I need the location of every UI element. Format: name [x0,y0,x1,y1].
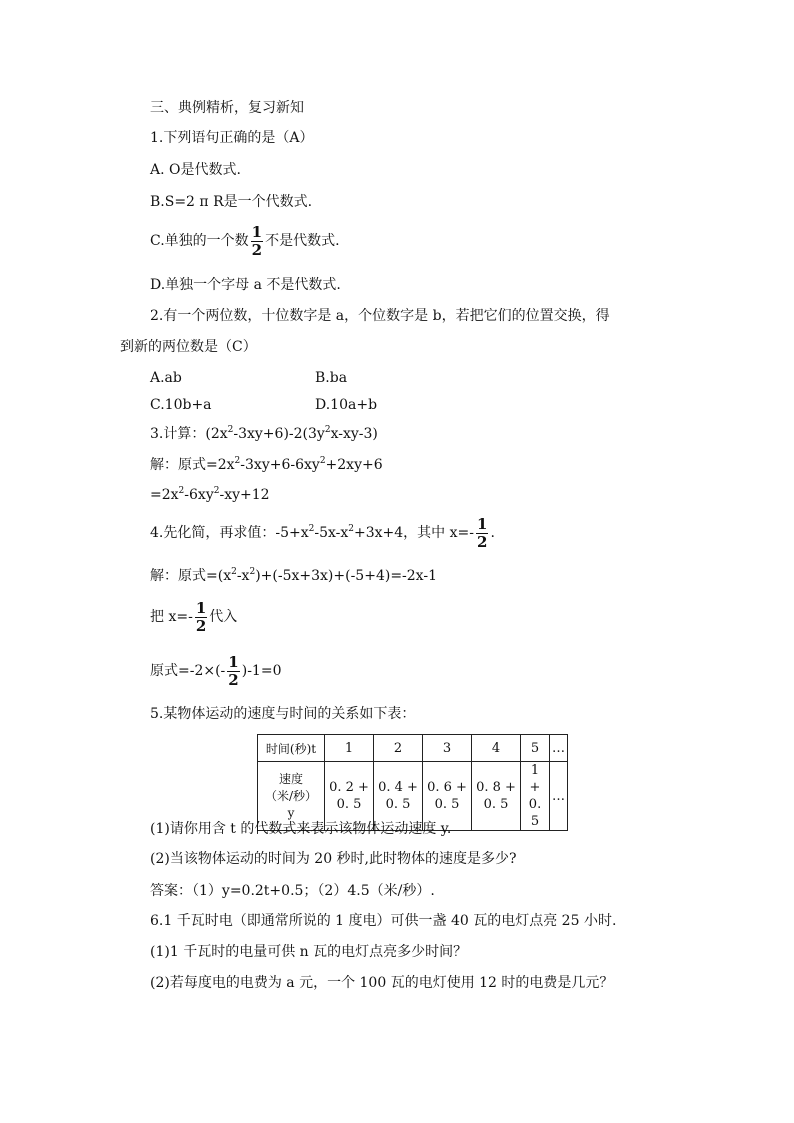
exponent: 2 [249,567,256,577]
q3-solution-text: =2x [150,487,179,503]
q3-solution-line2 [150,485,270,505]
q3-stem-text: 3.计算：(2x [150,426,228,442]
q4-stem-text: -5x-x [314,525,349,541]
q6-part2: (2)若每度电的电费为 a 元，一个 100 瓦的电灯使用 12 时的电费是几元？ [150,975,614,991]
fraction-numerator: 1 [228,652,239,671]
fraction-numerator: 1 [251,222,263,241]
q3-stem-text: -3xy+6)-2(3y [233,426,325,442]
fraction [195,598,207,635]
q3-stem [150,424,378,444]
speed-time-table [257,734,568,831]
fraction-denominator: 2 [195,616,207,635]
table-cell [472,762,521,831]
q4-substitute-text: 代入 [209,609,238,625]
q3-solution-text: -xy+12 [219,487,270,503]
q4-solution [150,566,437,586]
q1-stem: 1.下列语句正确的是（A） [150,130,314,146]
q4-substitute-text: 把 x=- [150,609,193,625]
exponent: 2 [213,486,220,496]
table-cell: 2 [374,735,423,762]
speed-line2: 0. 5 [385,797,411,812]
exponent: 2 [319,456,326,466]
exponent: 2 [324,425,331,435]
table-cell-ellipsis: … [550,762,568,831]
q1-option-c [150,221,340,261]
q2-option-b: B.ba [315,370,348,386]
q4-stem [150,513,495,553]
q1-option-d: D.单独一个字母 a 不是代数式. [150,277,341,293]
q2-option-c: C.10b+a [150,397,212,413]
q5-stem: 5.某物体运动的速度与时间的关系如下表： [150,706,416,722]
exponent: 2 [234,456,241,466]
exponent: 2 [227,425,234,435]
table-header-time: 时间(秒)t [258,735,325,762]
table-cell: 4 [472,735,521,762]
fraction-denominator: 2 [228,670,239,689]
q2-stem-line1: 2.有一个两位数，十位数字是 a，个位数字是 b，若把它们的位置交换，得 [150,308,610,324]
table-row [258,735,568,762]
q6-part1: (1)1 千瓦时的电量可供 n 瓦的电灯点亮多少时间？ [150,944,468,960]
table-header-speed-line1: 速度 [278,771,303,786]
q3-stem-text: x-xy-3) [330,426,378,442]
q4-result-text: 原式=-2×(- [150,663,226,679]
speed-line2: 0. 5 [483,797,509,812]
speed-line1: 0. 8 + [476,780,516,795]
q3-solution-text: -6xy [184,487,214,503]
fraction [227,652,239,689]
speed-line1: 0. 2 + [329,780,369,795]
q6-stem: 6.1 千瓦时电（即通常所说的 1 度电）可供一盏 40 瓦的电灯点亮 25 小时. [150,913,617,929]
q1-option-c-pre: C.单独的一个数 [150,233,249,249]
fraction [251,222,263,259]
q4-solution-text: 解：原式=(x [150,568,232,584]
q1-option-a: A. O是代数式. [150,162,241,178]
section-title: 三、典例精析，复习新知 [150,100,304,116]
speed-line2: 0. 5 [336,797,362,812]
table-cell-ellipsis: … [550,735,568,762]
speed-line2: 0. 5 [528,797,542,829]
table-cell: 3 [423,735,472,762]
fraction-numerator: 1 [195,598,207,617]
fraction [476,514,488,551]
q2-stem-line2: 到新的两位数是（C） [120,339,257,355]
q4-solution-text: -x [236,568,250,584]
q5-part2: (2)当该物体运动的时间为 20 秒时,此时物体的速度是多少? [150,851,517,867]
exponent: 2 [178,486,185,496]
q2-option-a: A.ab [150,370,182,386]
table-cell: 5 [521,735,550,762]
speed-line1: 0. 4 + [378,780,418,795]
q3-solution-line1 [150,455,383,475]
table-cell: 1 [325,735,374,762]
q2-option-d: D.10a+b [315,397,378,413]
exponent: 2 [231,567,237,577]
q4-result [150,651,281,691]
q5-answer: 答案：（1）y=0.2t+0.5；（2）4.5（米/秒）. [150,883,435,899]
q4-stem-text: . [490,525,495,541]
q3-solution-text: -3xy+6-6xy [240,457,320,473]
q4-substitute [150,597,237,637]
q4-stem-text: +3x+4，其中 x=- [354,525,474,541]
q4-result-text: )-1=0 [241,663,282,679]
q5-part1: (1)请你用含 t 的代数式来表示该物体运动速度 y. [150,821,452,837]
fraction-numerator: 1 [477,514,488,533]
speed-line1: 1 + [529,763,541,795]
q4-stem-text: 4.先化简，再求值：-5+x [150,525,309,541]
q1-option-b: B.S=2 π R是一个代数式. [150,194,313,210]
q1-option-c-post: 不是代数式. [265,233,340,249]
q3-solution-text: 解：原式=2x [150,457,235,473]
exponent: 2 [348,524,355,534]
q4-solution-text: )+(-5x+3x)+(-5+4)=-2x-1 [255,568,437,584]
exponent: 2 [308,524,315,534]
q3-solution-text: +2xy+6 [325,457,383,473]
speed-line1: 0. 6 + [427,780,467,795]
fraction-denominator: 2 [477,532,488,551]
fraction-denominator: 2 [251,240,263,259]
table-cell [521,762,550,831]
speed-line2: 0. 5 [434,797,460,812]
table-header-speed-line2: （米/秒）y [264,788,318,820]
